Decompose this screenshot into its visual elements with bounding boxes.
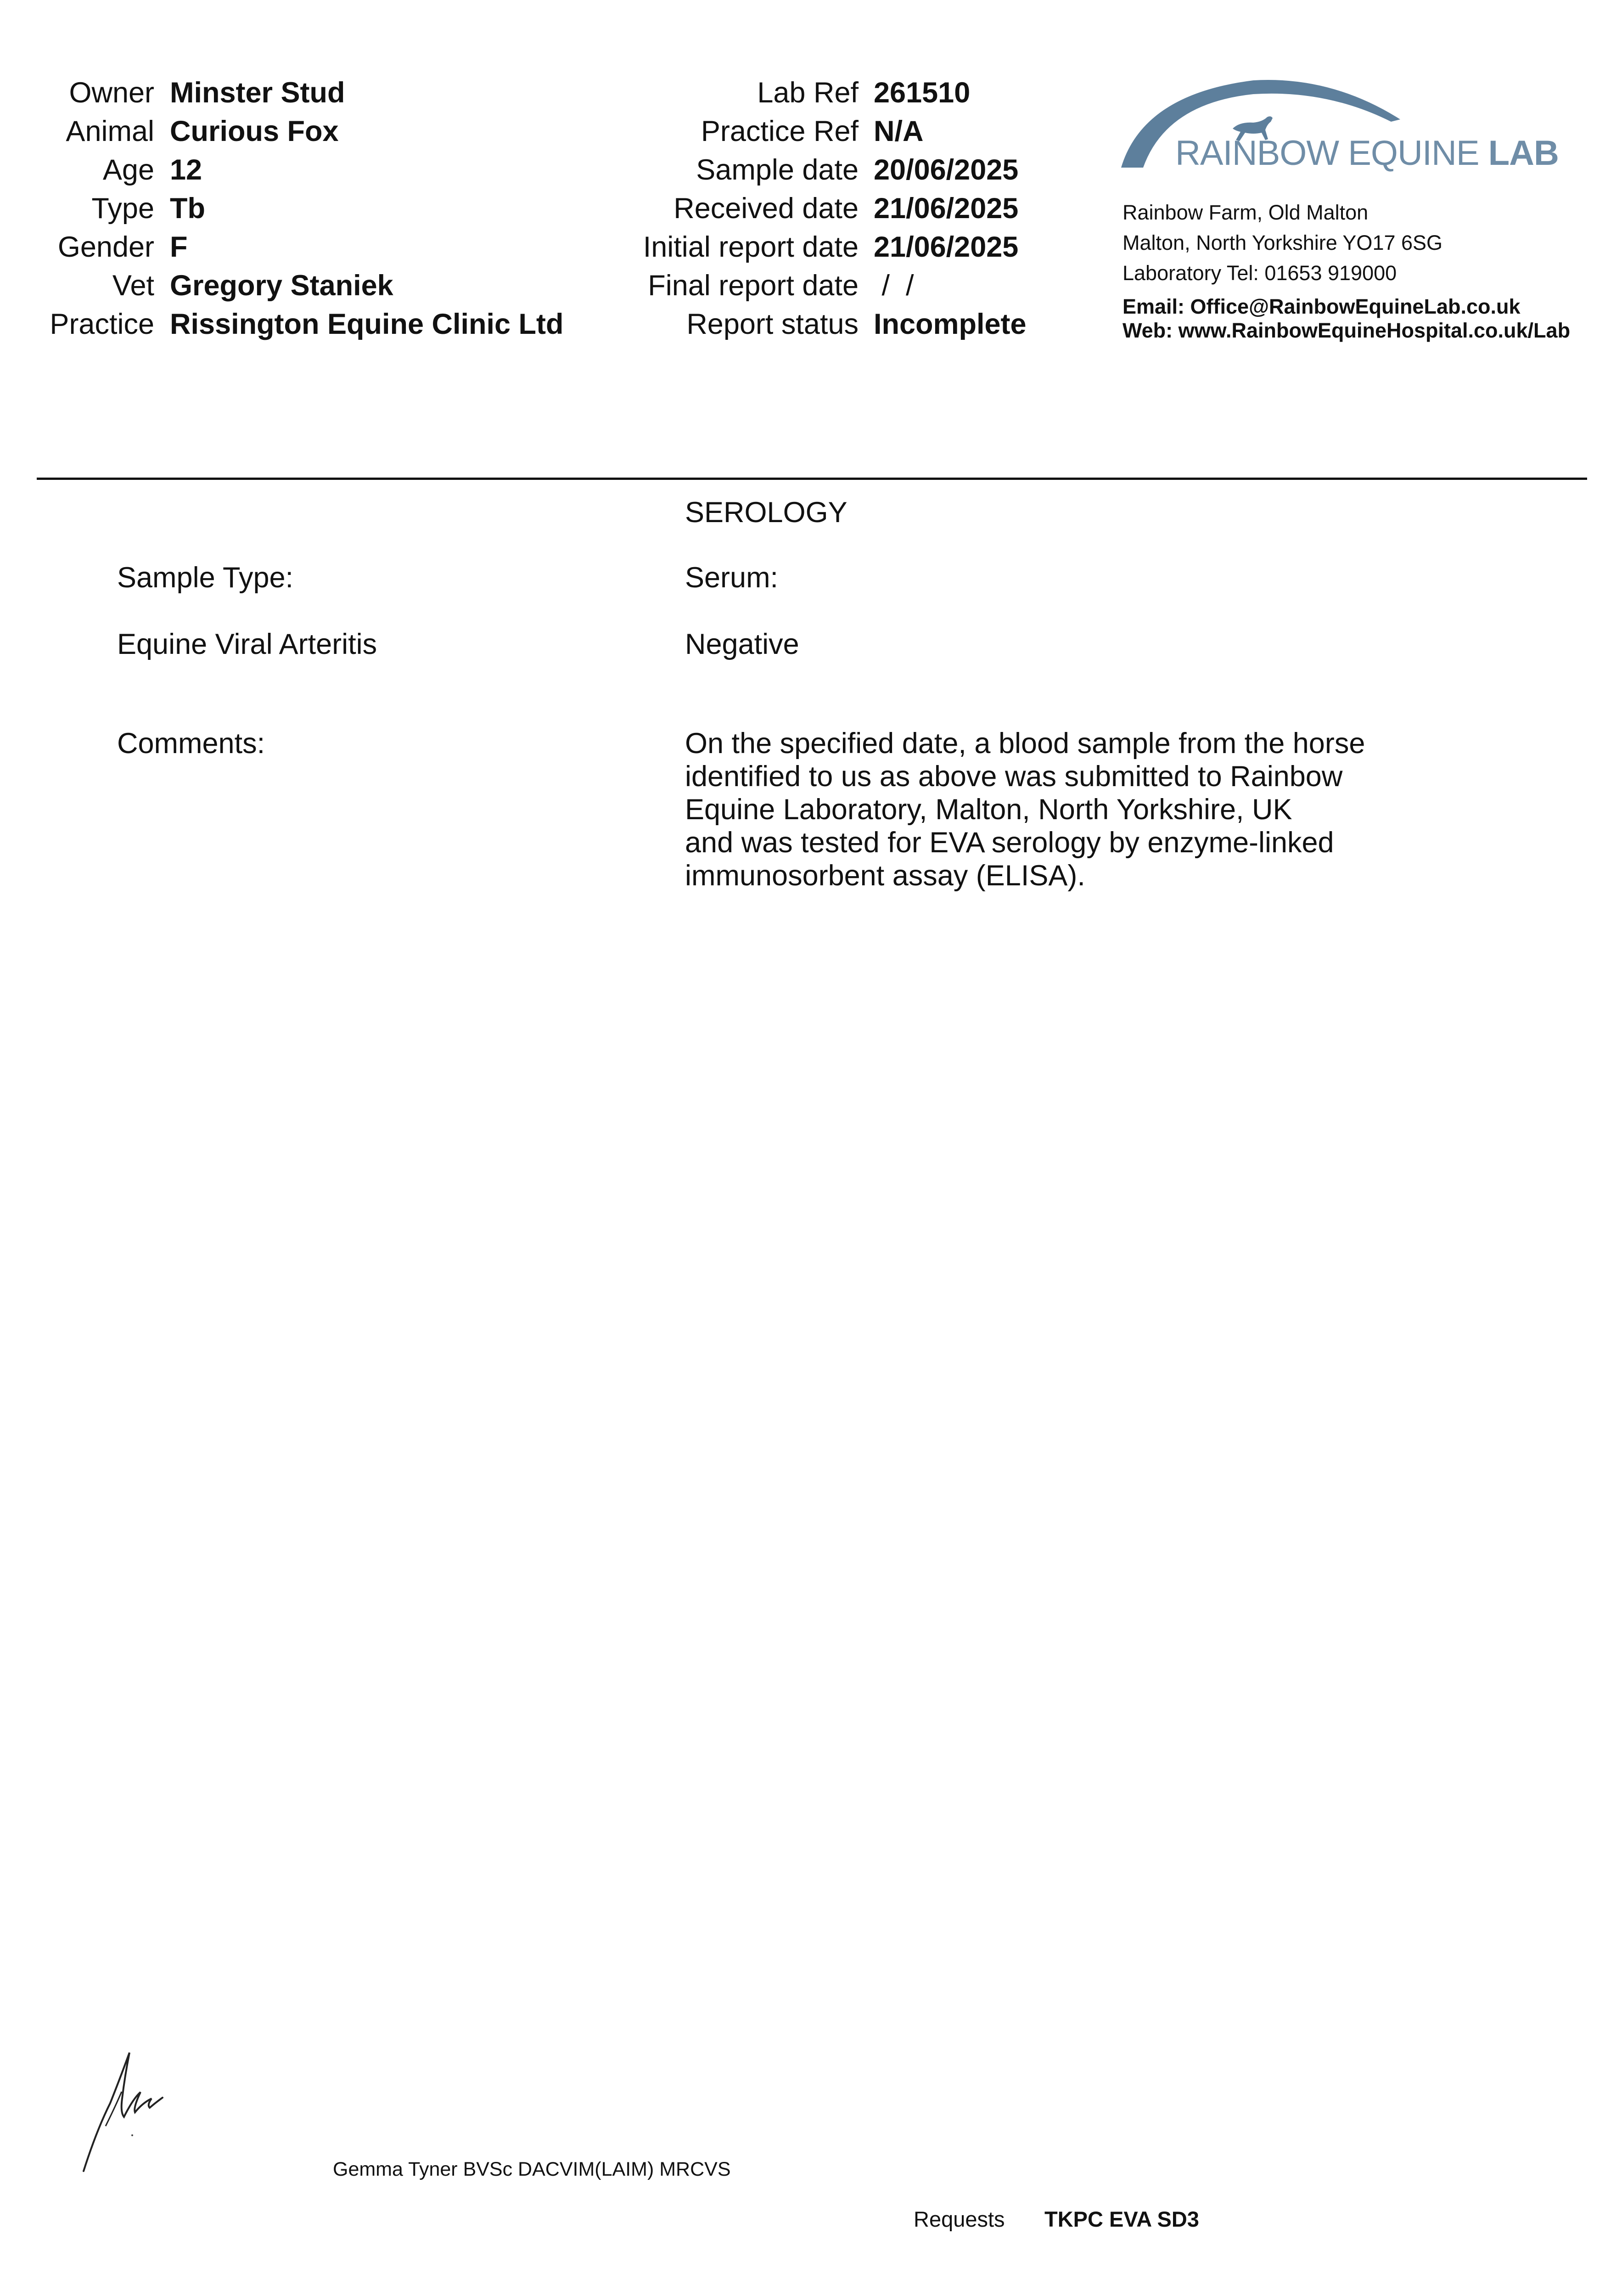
final-report-date-label: Final report date xyxy=(648,270,859,302)
received-date-value: 21/06/2025 xyxy=(874,192,1019,225)
test-name: Equine Viral Arteritis xyxy=(117,628,377,660)
requests-label: Requests xyxy=(914,2207,1005,2231)
logo-wordmark xyxy=(1175,133,1559,173)
comments-line: On the specified date, a blood sample from the horse xyxy=(685,727,1365,760)
age-label: Age xyxy=(102,154,154,186)
logo-text-bold: LAB xyxy=(1488,134,1559,173)
comments-line: identified to us as above was submitted to Rainbow xyxy=(685,760,1343,793)
report-status-label: Report status xyxy=(686,308,859,340)
received-date-label: Received date xyxy=(673,192,859,225)
lab-address xyxy=(1122,197,1622,343)
vet-value: Gregory Staniek xyxy=(170,270,393,302)
report-status-value: Incomplete xyxy=(874,308,1027,340)
lab-ref-value: 261510 xyxy=(874,77,971,109)
comments-text xyxy=(685,727,1465,892)
initial-report-date-value: 21/06/2025 xyxy=(874,231,1019,263)
header-divider xyxy=(37,478,1587,480)
age-value: 12 xyxy=(170,154,202,186)
final-report-date-value: / / xyxy=(874,270,914,302)
address-line-1: Rainbow Farm, Old Malton xyxy=(1122,201,1369,224)
gender-value: F xyxy=(170,231,188,263)
comments-label: Comments: xyxy=(117,727,265,760)
practice-ref-value: N/A xyxy=(874,115,924,147)
practice-ref-label: Practice Ref xyxy=(701,115,859,147)
sample-date-label: Sample date xyxy=(696,154,859,186)
sample-type-value: Serum: xyxy=(685,562,779,594)
vet-label: Vet xyxy=(112,270,154,302)
report-labels xyxy=(597,73,859,343)
type-value: Tb xyxy=(170,192,205,225)
sample-date-value: 20/06/2025 xyxy=(874,154,1019,186)
owner-label: Owner xyxy=(69,77,154,109)
lab-tel: Laboratory Tel: 01653 919000 xyxy=(1122,261,1397,285)
gender-label: Gender xyxy=(57,231,154,263)
sample-type-label: Sample Type: xyxy=(117,562,294,594)
type-label: Type xyxy=(91,192,154,225)
comments-line: immunosorbent assay (ELISA). xyxy=(685,860,1085,892)
practice-value: Rissington Equine Clinic Ltd xyxy=(170,308,564,340)
animal-value: Curious Fox xyxy=(170,115,339,147)
report-values xyxy=(874,73,1103,343)
comments-line: and was tested for EVA serology by enzyme-linked xyxy=(685,827,1334,859)
signature-icon xyxy=(78,2048,179,2177)
lab-ref-label: Lab Ref xyxy=(757,77,859,109)
practice-label: Practice xyxy=(50,308,154,340)
test-result: Negative xyxy=(685,628,799,660)
lab-email: Email: Office@RainbowEquineLab.co.uk xyxy=(1122,295,1521,318)
comments-line: Equine Laboratory, Malton, North Yorkshire, UK xyxy=(685,793,1292,826)
patient-labels xyxy=(28,73,154,343)
address-line-2: Malton, North Yorkshire YO17 6SG xyxy=(1122,231,1443,254)
patient-values xyxy=(170,73,629,343)
animal-label: Animal xyxy=(66,115,154,147)
requests-value: TKPC EVA SD3 xyxy=(1044,2207,1199,2231)
signatory-name: Gemma Tyner BVSc DACVIM(LAIM) MRCVS xyxy=(333,2158,731,2180)
logo-text-regular: RAINBOW EQUINE xyxy=(1175,134,1488,173)
section-title: SEROLOGY xyxy=(685,496,847,529)
lab-web: Web: www.RainbowEquineHospital.co.uk/Lab xyxy=(1122,319,1571,342)
initial-report-date-label: Initial report date xyxy=(643,231,859,263)
owner-value: Minster Stud xyxy=(170,77,345,109)
